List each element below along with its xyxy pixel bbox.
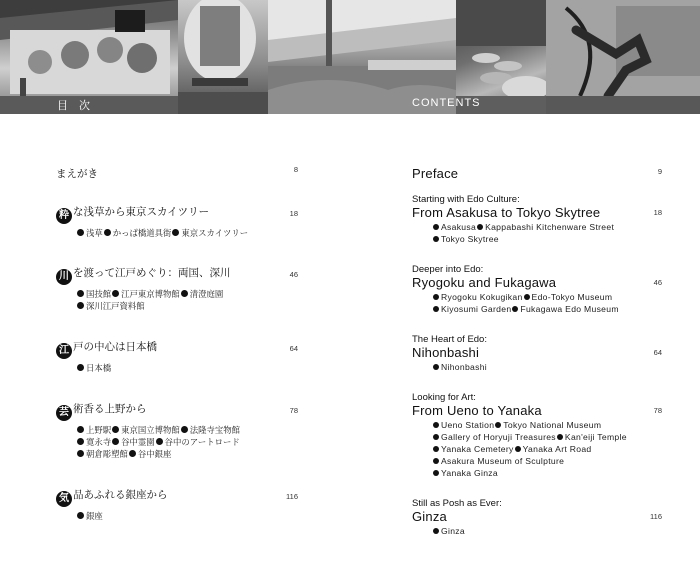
page-number: 46 [289,270,298,279]
bullet-icon [433,458,439,464]
subtopic: Yanaka Ginza [441,468,498,478]
preface-title-en: Preface [412,166,459,181]
page-number: 78 [289,406,298,415]
subtopic-line [412,419,664,431]
bullet-icon [77,302,84,309]
subtopic: Yanaka Art Road [522,444,592,454]
section-heading [56,205,298,224]
bullet-icon [495,422,501,428]
bullet-icon [129,450,136,457]
bullet-icon [77,364,84,371]
bullet-icon [112,290,119,297]
section-title: From Ueno to Yanaka [412,403,542,418]
section-title: Ginza [412,509,447,524]
bullet-icon [181,426,188,433]
bullet-icon [104,229,111,236]
bullet-icon [524,294,530,300]
subtopic: Ueno Station [441,420,495,430]
subtopic-line [412,443,664,455]
subtopic-line [412,303,664,315]
toc-entry-ueno-en[interactable] [412,392,664,479]
subtopic-line [56,362,298,374]
subtopic: 国技館 [86,289,112,299]
section-title: Nihonbashi [412,345,480,360]
bullet-icon [77,290,84,297]
bullet-icon [77,450,84,457]
toc-entry-nihonbashi-en[interactable] [412,334,664,373]
subtopic-line [412,455,664,467]
subtopic: Edo-Tokyo Museum [531,292,613,302]
subtopic: Tokyo Skytree [441,234,499,244]
bullet-icon [77,438,84,445]
subtopic-line [412,467,664,479]
section-title: Ryogoku and Fukagawa [412,275,557,290]
photo-banner [0,0,700,114]
section-kicker: Starting with Edo Culture: [412,194,520,205]
bullet-icon [77,512,84,519]
page-number: 18 [653,208,662,217]
subtopic: 上野駅 [86,425,112,435]
page-number: 78 [653,406,662,415]
toc-entry-ueno-jp[interactable] [56,402,298,460]
subtopic-line [56,288,298,300]
subtopic: Ginza [441,526,465,536]
subtopic: Tokyo National Museum [503,420,602,430]
subtopic: Gallery of Horyuji Treasures [441,432,556,442]
subtopic: Asakura Museum of Sculpture [441,456,565,466]
section-kicker: The Heart of Edo: [412,334,487,345]
toc-entry-asakusa-jp[interactable] [56,205,298,239]
toc-entry-preface-en[interactable] [412,163,664,182]
section-heading [56,266,298,285]
toc-entry-ryogoku-en[interactable] [412,264,664,315]
section-badge: 江 [56,343,72,359]
section-title: 戸の中心は日本橋 [73,341,157,353]
page-number: 18 [289,209,298,218]
subtopic: 谷中銀座 [137,449,172,459]
subtopic-line [56,424,298,436]
page-number: 8 [293,165,298,174]
subtopic: かっぱ橋道具街 [112,228,172,238]
page-number: 64 [289,344,298,353]
section-kicker: Deeper into Edo: [412,264,484,275]
bullet-icon [181,290,188,297]
subtopic: Yanaka Cemetery [441,444,514,454]
toc-entry-preface-jp[interactable] [56,162,298,181]
bullet-icon [433,446,439,452]
subtopic: 浅草 [86,228,103,238]
section-badge: 気 [56,491,72,507]
subtopic: Kiyosumi Garden [441,304,512,314]
bullet-icon [433,224,439,230]
subtopic-line [56,436,298,448]
subtopic-line [412,291,664,303]
subtopic-line [412,431,664,443]
bullet-icon [433,434,439,440]
subtopic: Ryogoku Kokugikan [441,292,523,302]
bullet-icon [433,236,439,242]
page-number: 46 [653,278,662,287]
subtopic: 江戸東京博物館 [121,289,180,299]
section-heading [56,402,298,421]
toc-entry-asakusa-en[interactable] [412,194,664,245]
bullet-icon [557,434,563,440]
bullet-icon [433,528,439,534]
subtopic-line [56,300,298,312]
subtopic: 東京スカイツリー [181,228,249,238]
bullet-icon [515,446,521,452]
toc-entry-nihonbashi-jp[interactable] [56,340,298,374]
subtopic: Fukagawa Edo Museum [520,304,619,314]
subtopic: 東京国立博物館 [121,425,180,435]
bullet-icon [433,306,439,312]
subtopic: 清澄庭園 [189,289,224,299]
section-badge: 芸 [56,405,72,421]
subtopic-line [56,227,298,239]
section-heading [56,488,298,507]
section-title: 術香る上野から [73,403,147,415]
section-title: を渡って江戸めぐり：両国、深川 [73,267,231,279]
subtopic: 谷中のアートロード [164,437,240,447]
bullet-icon [433,294,439,300]
sculpture-photo [546,0,700,114]
bullet-icon [172,229,179,236]
bullet-icon [77,426,84,433]
subtopic: 朝倉彫塑館 [86,449,128,459]
lantern-photo [178,0,268,114]
subtopic: Nihonbashi [441,362,487,372]
section-title: From Asakusa to Tokyo Skytree [412,205,601,220]
section-heading [56,340,298,359]
page-number: 64 [653,348,662,357]
subtopic: 寛永寺 [86,437,112,447]
subtopic-line [412,233,664,245]
toc-heading-jp: 目次 [57,99,101,112]
bullet-icon [512,306,518,312]
bullet-icon [433,470,439,476]
bullet-icon [433,364,439,370]
preface-title-jp: まえがき [56,168,98,180]
section-badge: 粋 [56,208,72,224]
toc-entry-ryogoku-jp[interactable] [56,266,298,312]
subtopic: 谷中霊園 [121,437,155,447]
section-title: な浅草から東京スカイツリー [73,206,210,218]
subtopic: 銀座 [86,511,103,521]
subtopic: 深川江戸資料館 [86,301,145,311]
subtopic-line [56,448,298,460]
page-number: 9 [657,167,662,176]
subtopic: 日本橋 [86,363,112,373]
section-badge: 川 [56,269,72,285]
bullet-icon [156,438,163,445]
subtopic-line [56,510,298,522]
section-kicker: Still as Posh as Ever: [412,498,502,509]
subtopic-line [412,361,664,373]
section-kicker: Looking for Art: [412,392,476,403]
subtopic: Kappabashi Kitchenware Street [485,222,615,232]
bullet-icon [477,224,483,230]
page-number: 116 [650,512,662,521]
subtopic-line [412,525,664,537]
subtopic-line [412,221,664,233]
bullet-icon [77,229,84,236]
toc-heading-en: CONTENTS [412,97,481,109]
toc-entry-ginza-jp[interactable] [56,488,298,522]
page-number: 116 [286,492,298,501]
toc-entry-ginza-en[interactable] [412,498,664,537]
section-title: 品あふれる銀座から [73,489,168,501]
subtopic: 法隆寺宝物館 [189,425,240,435]
bullet-icon [112,438,119,445]
bullet-icon [112,426,119,433]
subtopic: Asakusa [441,222,477,232]
subtopic: Kan'eiji Temple [564,432,627,442]
bullet-icon [433,422,439,428]
